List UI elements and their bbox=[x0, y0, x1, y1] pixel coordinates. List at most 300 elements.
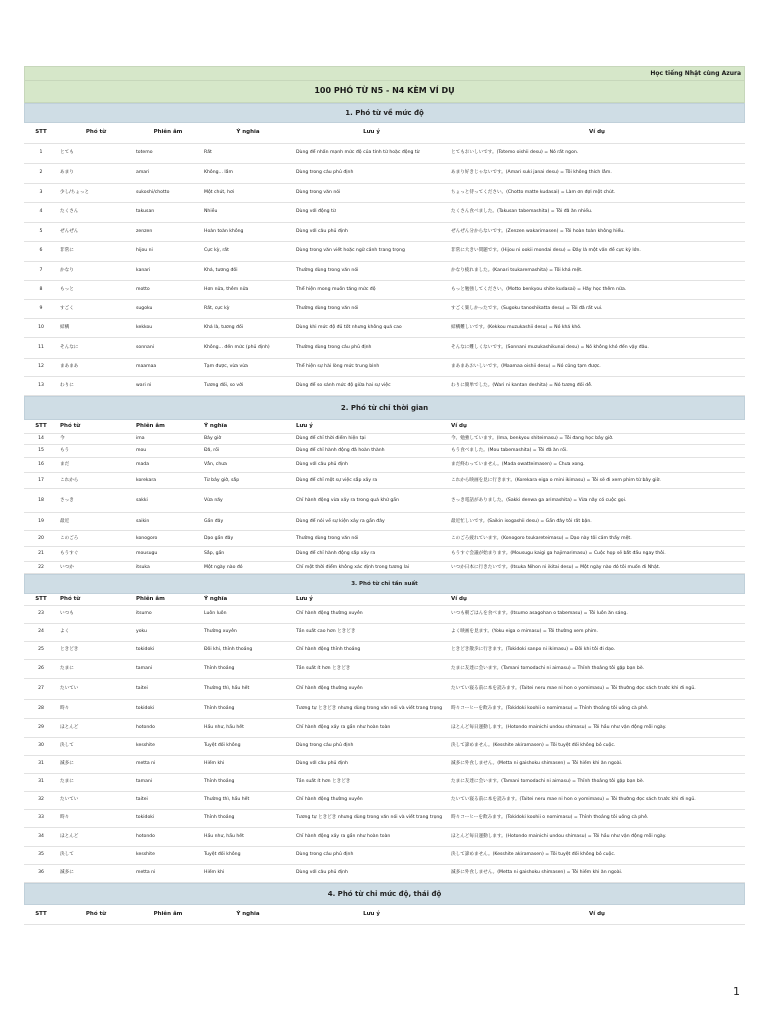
cell-note: Chỉ hành động thường xuyên bbox=[294, 605, 449, 623]
cell-meaning: Tuyệt đối không bbox=[202, 846, 294, 864]
table-row bbox=[24, 241, 745, 261]
cell-adverb: まだ bbox=[58, 458, 134, 473]
cell-note: Dùng với động từ bbox=[294, 202, 449, 222]
cell-meaning: Khá là, tương đối bbox=[202, 318, 294, 337]
table-row bbox=[24, 318, 745, 337]
section-title: 1. Phó từ về mức độ bbox=[24, 103, 745, 123]
table-row bbox=[24, 489, 745, 513]
table-row bbox=[24, 434, 745, 445]
cell-adverb: たいてい bbox=[58, 678, 134, 699]
page-number: 1 bbox=[733, 985, 740, 998]
cell-stt: 33 bbox=[24, 809, 58, 827]
cell-adverb: わりに bbox=[58, 376, 134, 395]
cell-note: Chỉ hành động thường xuyên bbox=[294, 791, 449, 809]
cell-adverb: もう bbox=[58, 445, 134, 458]
cell-meaning: Bây giờ bbox=[202, 434, 294, 445]
table-row bbox=[24, 337, 745, 358]
cell-reading: totemo bbox=[134, 143, 202, 163]
cell-note: Dùng với câu phủ định bbox=[294, 222, 449, 241]
cell-adverb: たくさん bbox=[58, 202, 134, 222]
cell-note: Dùng trong câu phủ định bbox=[294, 846, 449, 864]
cell-stt: 13 bbox=[24, 376, 58, 395]
cell-note: Chỉ hành động thỉnh thoảng bbox=[294, 641, 449, 659]
section-title: 4. Phó từ chỉ mức độ, thái độ bbox=[24, 883, 745, 905]
cell-example: まあまあおいしいです。(Maamaa oishii desu) = Nó cũng tạm được. bbox=[449, 358, 745, 376]
cell-reading: tokidoki bbox=[134, 809, 202, 827]
cell-example: そんなに難しくないです。(Sonnani muzukashikunai desu) = Nó không khó đến vậy đâu. bbox=[449, 337, 745, 358]
cell-example: 時々コーヒーを飲みます。(Tokidoki koohii o nomimasu) = Thỉnh thoảng tôi uống cà phê. bbox=[449, 809, 745, 827]
cell-reading: kesshite bbox=[134, 846, 202, 864]
cell-reading: metta ni bbox=[134, 755, 202, 773]
cell-meaning: Thỉnh thoảng bbox=[202, 699, 294, 718]
cell-reading: sakki bbox=[134, 489, 202, 513]
header-note: Lưu ý bbox=[294, 905, 449, 925]
cell-stt: 7 bbox=[24, 261, 58, 280]
cell-note: Thường dùng trong văn nói bbox=[294, 261, 449, 280]
cell-adverb: あまり bbox=[58, 163, 134, 183]
table-row bbox=[24, 827, 745, 846]
cell-meaning: Thỉnh thoảng bbox=[202, 773, 294, 791]
table-row bbox=[24, 678, 745, 699]
cell-adverb: ほとんど bbox=[58, 718, 134, 737]
cell-stt: 16 bbox=[24, 458, 58, 473]
cell-note: Tần suất cao hơn ときどき bbox=[294, 623, 449, 641]
table-row bbox=[24, 376, 745, 395]
cell-reading: kekkou bbox=[134, 318, 202, 337]
cell-reading: hijou ni bbox=[134, 241, 202, 261]
cell-meaning: Đã, rồi bbox=[202, 445, 294, 458]
cell-meaning: Vừa nãy bbox=[202, 489, 294, 513]
adverb-table bbox=[24, 420, 745, 575]
cell-adverb: いつも bbox=[58, 605, 134, 623]
header-meaning: Ý nghĩa bbox=[202, 594, 294, 605]
cell-stt: 9 bbox=[24, 299, 58, 318]
cell-reading: taitei bbox=[134, 791, 202, 809]
cell-example: ちょっと待ってください。(Chotto matte kudasai) = Làm ơn đợi một chút. bbox=[449, 183, 745, 202]
cell-example: たまに友達に会います。(Tamani tomodachi ni aimasu) = Thỉnh thoảng tôi gặp bạn bè. bbox=[449, 659, 745, 678]
table-row bbox=[24, 659, 745, 678]
cell-example: あまり好きじゃないです。(Amari suki janai desu) = Tôi không thích lắm. bbox=[449, 163, 745, 183]
cell-note: Thường dùng trong văn nói bbox=[294, 531, 449, 547]
cell-meaning: Không... đến mức (phủ định) bbox=[202, 337, 294, 358]
cell-reading: takusan bbox=[134, 202, 202, 222]
header-meaning: Ý nghĩa bbox=[202, 905, 294, 925]
header-adverb: Phó từ bbox=[58, 594, 134, 605]
cell-stt: 22 bbox=[24, 562, 58, 574]
cell-stt: 28 bbox=[24, 699, 58, 718]
header-meaning: Ý nghĩa bbox=[202, 123, 294, 143]
cell-note: Dùng với câu phủ định bbox=[294, 755, 449, 773]
cell-meaning: Thường xuyên bbox=[202, 623, 294, 641]
cell-adverb: もうすぐ bbox=[58, 547, 134, 562]
cell-reading: hotondo bbox=[134, 827, 202, 846]
section-title: 2. Phó từ chỉ thời gian bbox=[24, 396, 745, 420]
cell-reading: mada bbox=[134, 458, 202, 473]
cell-stt: 24 bbox=[24, 623, 58, 641]
document-title: 100 PHÓ TỪ N5 - N4 KÈM VÍ DỤ bbox=[24, 81, 745, 103]
table-row bbox=[24, 513, 745, 531]
cell-meaning: Một ngày nào đó bbox=[202, 562, 294, 574]
table-row bbox=[24, 445, 745, 458]
cell-note: Thường dùng trong văn nói bbox=[294, 299, 449, 318]
cell-adverb: ぜんぜん bbox=[58, 222, 134, 241]
cell-adverb: ときどき bbox=[58, 641, 134, 659]
header-stt: STT bbox=[24, 905, 58, 925]
cell-note: Tần suất ít hơn ときどき bbox=[294, 659, 449, 678]
cell-adverb: 結構 bbox=[58, 318, 134, 337]
cell-adverb: かなり bbox=[58, 261, 134, 280]
table-row bbox=[24, 809, 745, 827]
cell-adverb: 最近 bbox=[58, 513, 134, 531]
table-row bbox=[24, 473, 745, 489]
header-example: Ví dụ bbox=[449, 594, 745, 605]
brand-label: Học tiếng Nhật cùng Azura bbox=[24, 66, 745, 81]
cell-example: 滅多に外食しません。(Metta ni gaishoku shimasen) = Tôi hiếm khi ăn ngoài. bbox=[449, 864, 745, 882]
cell-example: 最近忙しいです。(Saikin isogashii desu) = Gần đây tôi rất bận. bbox=[449, 513, 745, 531]
table-row bbox=[24, 358, 745, 376]
cell-adverb: 滅多に bbox=[58, 864, 134, 882]
cell-example: 決して諦めません。(Kesshite akiramasen) = Tôi tuyệt đối không bỏ cuộc. bbox=[449, 846, 745, 864]
cell-stt: 31 bbox=[24, 755, 58, 773]
section-title: 3. Phó từ chỉ tần suất bbox=[24, 574, 745, 594]
header-note: Lưu ý bbox=[294, 420, 449, 434]
header-adverb: Phó từ bbox=[58, 905, 134, 925]
header-reading: Phiên âm bbox=[134, 594, 202, 605]
cell-reading: kesshite bbox=[134, 737, 202, 755]
cell-meaning: Gần đây bbox=[202, 513, 294, 531]
table-row bbox=[24, 773, 745, 791]
cell-reading: ima bbox=[134, 434, 202, 445]
cell-note: Dùng để chỉ thời điểm hiện tại bbox=[294, 434, 449, 445]
cell-note: Dùng trong câu phủ định bbox=[294, 163, 449, 183]
table-header-row bbox=[24, 420, 745, 434]
header-meaning: Ý nghĩa bbox=[202, 420, 294, 434]
cell-meaning: Tuyệt đối không bbox=[202, 737, 294, 755]
cell-example: ほとんど毎日運動します。(Hotondo mainichi undou shimasu) = Tôi hầu như vận động mỗi ngày. bbox=[449, 718, 745, 737]
header-example: Ví dụ bbox=[449, 123, 745, 143]
table-row bbox=[24, 737, 745, 755]
cell-note: Dùng trong văn nói bbox=[294, 183, 449, 202]
cell-stt: 26 bbox=[24, 659, 58, 678]
cell-adverb: そんなに bbox=[58, 337, 134, 358]
table-row bbox=[24, 261, 745, 280]
cell-note: Chỉ hành động xảy ra gần như hoàn toàn bbox=[294, 827, 449, 846]
table-row bbox=[24, 183, 745, 202]
cell-adverb: 決して bbox=[58, 737, 134, 755]
table-row bbox=[24, 623, 745, 641]
cell-meaning: Hơn nữa, thêm nữa bbox=[202, 280, 294, 299]
cell-example: もっと勉強してください。(Motto benkyou shite kudasai) = Hãy học thêm nữa. bbox=[449, 280, 745, 299]
table-row bbox=[24, 458, 745, 473]
cell-reading: wari ni bbox=[134, 376, 202, 395]
cell-adverb: たまに bbox=[58, 659, 134, 678]
cell-example: たまに友達に会います。(Tamani tomodachi ni aimasu) = Thỉnh thoảng tôi gặp bạn bè. bbox=[449, 773, 745, 791]
cell-reading: konogoro bbox=[134, 531, 202, 547]
cell-meaning: Hầu như, hầu hết bbox=[202, 718, 294, 737]
cell-adverb: 決して bbox=[58, 846, 134, 864]
cell-reading: korekara bbox=[134, 473, 202, 489]
table-row bbox=[24, 791, 745, 809]
cell-meaning: Rất, cực kỳ bbox=[202, 299, 294, 318]
cell-adverb: いつか bbox=[58, 562, 134, 574]
cell-meaning: Thường thì, hầu hết bbox=[202, 791, 294, 809]
cell-stt: 18 bbox=[24, 489, 58, 513]
cell-reading: itsumo bbox=[134, 605, 202, 623]
cell-note: Dùng để chỉ hành động đã hoàn thành bbox=[294, 445, 449, 458]
cell-meaning: Nhiều bbox=[202, 202, 294, 222]
cell-adverb: とても bbox=[58, 143, 134, 163]
cell-meaning: Không... lắm bbox=[202, 163, 294, 183]
cell-example: 決して諦めません。(Kesshite akiramasen) = Tôi tuyệt đối không bỏ cuộc. bbox=[449, 737, 745, 755]
cell-stt: 4 bbox=[24, 202, 58, 222]
cell-reading: kanari bbox=[134, 261, 202, 280]
cell-note: Dùng để so sánh mức độ giữa hai sự việc bbox=[294, 376, 449, 395]
cell-stt: 21 bbox=[24, 547, 58, 562]
cell-meaning: Rất bbox=[202, 143, 294, 163]
table-row bbox=[24, 718, 745, 737]
cell-adverb: ほとんど bbox=[58, 827, 134, 846]
table-row bbox=[24, 641, 745, 659]
cell-reading: tokidoki bbox=[134, 699, 202, 718]
cell-example: いつも朝ごはんを食べます。(Itsumo asagohan o tabemasu) = Tôi luôn ăn sáng. bbox=[449, 605, 745, 623]
cell-adverb: もっと bbox=[58, 280, 134, 299]
header-reading: Phiên âm bbox=[134, 905, 202, 925]
cell-meaning: Hoàn toàn không bbox=[202, 222, 294, 241]
cell-example: さっき電話がありました。(Sakki denwa ga arimashita) = Vừa nãy có cuộc gọi. bbox=[449, 489, 745, 513]
cell-meaning: Thỉnh thoảng bbox=[202, 809, 294, 827]
header-reading: Phiên âm bbox=[134, 420, 202, 434]
cell-meaning: Thường thì, hầu hết bbox=[202, 678, 294, 699]
header-example: Ví dụ bbox=[449, 905, 745, 925]
cell-reading: sonnani bbox=[134, 337, 202, 358]
cell-stt: 1 bbox=[24, 143, 58, 163]
cell-note: Dùng để nhấn mạnh mức độ của tính từ hoặc động từ bbox=[294, 143, 449, 163]
cell-reading: sugoku bbox=[134, 299, 202, 318]
adverb-table bbox=[24, 123, 745, 396]
cell-example: 時々コーヒーを飲みます。(Tokidoki koohii o nomimasu) = Thỉnh thoảng tôi uống cà phê. bbox=[449, 699, 745, 718]
table-header-row bbox=[24, 905, 745, 925]
table-row bbox=[24, 547, 745, 562]
cell-meaning: Từ bây giờ, sắp bbox=[202, 473, 294, 489]
cell-example: もう食べました。(Mou tabemashita) = Tôi đã ăn rồi. bbox=[449, 445, 745, 458]
cell-note: Tương tự ときどき nhưng dùng trong văn nói và viết trang trọng bbox=[294, 699, 449, 718]
cell-meaning: Tương đối, so với bbox=[202, 376, 294, 395]
table-row bbox=[24, 222, 745, 241]
cell-adverb: 少し/ちょっと bbox=[58, 183, 134, 202]
cell-meaning: Một chút, hơi bbox=[202, 183, 294, 202]
cell-adverb: まあまあ bbox=[58, 358, 134, 376]
cell-note: Chỉ hành động xảy ra gần như hoàn toàn bbox=[294, 718, 449, 737]
cell-reading: taitei bbox=[134, 678, 202, 699]
cell-adverb: 時々 bbox=[58, 699, 134, 718]
cell-note: Dùng với câu phủ định bbox=[294, 864, 449, 882]
cell-stt: 2 bbox=[24, 163, 58, 183]
table-row bbox=[24, 605, 745, 623]
table-row bbox=[24, 163, 745, 183]
cell-meaning: Vẫn, chưa bbox=[202, 458, 294, 473]
cell-reading: mousugu bbox=[134, 547, 202, 562]
cell-stt: 15 bbox=[24, 445, 58, 458]
cell-meaning: Luôn luôn bbox=[202, 605, 294, 623]
header-adverb: Phó từ bbox=[58, 420, 134, 434]
cell-stt: 34 bbox=[24, 827, 58, 846]
spreadsheet bbox=[24, 66, 745, 925]
cell-note: Thường dùng trong câu phủ định bbox=[294, 337, 449, 358]
cell-example: よく映画を見ます。(Yoku eiga o mimasu) = Tôi thường xem phim. bbox=[449, 623, 745, 641]
table-row bbox=[24, 846, 745, 864]
cell-reading: tamani bbox=[134, 659, 202, 678]
cell-stt: 29 bbox=[24, 718, 58, 737]
table-header-row bbox=[24, 594, 745, 605]
cell-reading: hotondo bbox=[134, 718, 202, 737]
table-row bbox=[24, 755, 745, 773]
adverb-table bbox=[24, 905, 745, 926]
cell-note: Dùng để chỉ hành động sắp xảy ra bbox=[294, 547, 449, 562]
cell-note: Chỉ một thời điểm không xác định trong tương lai bbox=[294, 562, 449, 574]
table-row bbox=[24, 143, 745, 163]
cell-reading: zenzen bbox=[134, 222, 202, 241]
cell-example: かなり疲れました。(Kanari tsukaremashita) = Tôi khá mệt. bbox=[449, 261, 745, 280]
cell-reading: amari bbox=[134, 163, 202, 183]
cell-example: ほとんど毎日運動します。(Hotondo mainichi undou shimasu) = Tôi hầu như vận động mỗi ngày. bbox=[449, 827, 745, 846]
cell-reading: maamaa bbox=[134, 358, 202, 376]
cell-example: たいてい寝る前に本を読みます。(Taitei neru mae ni hon o yomimasu) = Tôi thường đọc sách trước khi đi ngủ. bbox=[449, 678, 745, 699]
cell-example: たいてい寝る前に本を読みます。(Taitei neru mae ni hon o yomimasu) = Tôi thường đọc sách trước khi đi ngủ. bbox=[449, 791, 745, 809]
cell-adverb: たいてい bbox=[58, 791, 134, 809]
cell-stt: 35 bbox=[24, 846, 58, 864]
cell-note: Dùng để chỉ một sự việc sắp xảy ra bbox=[294, 473, 449, 489]
cell-stt: 20 bbox=[24, 531, 58, 547]
header-stt: STT bbox=[24, 420, 58, 434]
cell-example: ぜんぜん分からないです。(Zenzen wakarimasen) = Tôi hoàn toàn không hiểu. bbox=[449, 222, 745, 241]
cell-adverb: さっき bbox=[58, 489, 134, 513]
sheet-body bbox=[24, 103, 745, 925]
cell-note: Dùng với câu phủ định bbox=[294, 458, 449, 473]
cell-reading: mou bbox=[134, 445, 202, 458]
cell-note: Dùng trong văn viết hoặc ngữ cảnh trang trọng bbox=[294, 241, 449, 261]
cell-example: ときどき散歩に行きます。(Tokidoki sanpo ni ikimasu) = Đôi khi tôi đi dạo. bbox=[449, 641, 745, 659]
header-reading: Phiên âm bbox=[134, 123, 202, 143]
cell-meaning: Dạo gần đây bbox=[202, 531, 294, 547]
cell-note: Chỉ hành động thường xuyên bbox=[294, 678, 449, 699]
header-adverb: Phó từ bbox=[58, 123, 134, 143]
cell-stt: 8 bbox=[24, 280, 58, 299]
cell-reading: saikin bbox=[134, 513, 202, 531]
table-row bbox=[24, 699, 745, 718]
cell-adverb: すごく bbox=[58, 299, 134, 318]
cell-stt: 27 bbox=[24, 678, 58, 699]
header-stt: STT bbox=[24, 123, 58, 143]
cell-example: すごく楽しかったです。(Sugoku tanoshikatta desu) = Tôi đã rất vui. bbox=[449, 299, 745, 318]
cell-note: Thể hiện sự hài lòng mức trung bình bbox=[294, 358, 449, 376]
cell-example: たくさん食べました。(Takusan tabemashita) = Tôi đã ăn nhiều. bbox=[449, 202, 745, 222]
cell-adverb: 時々 bbox=[58, 809, 134, 827]
cell-meaning: Đôi khi, thỉnh thoảng bbox=[202, 641, 294, 659]
cell-example: 非常に大きい問題です。(Hijou ni ookii mondai desu) = Đây là một vấn đề cực kỳ lớn. bbox=[449, 241, 745, 261]
cell-stt: 17 bbox=[24, 473, 58, 489]
cell-note: Thể hiện mong muốn tăng mức độ bbox=[294, 280, 449, 299]
cell-stt: 31 bbox=[24, 773, 58, 791]
cell-stt: 36 bbox=[24, 864, 58, 882]
cell-stt: 30 bbox=[24, 737, 58, 755]
cell-meaning: Hầu như, hầu hết bbox=[202, 827, 294, 846]
cell-reading: yoku bbox=[134, 623, 202, 641]
cell-meaning: Cực kỳ, rất bbox=[202, 241, 294, 261]
table-row bbox=[24, 299, 745, 318]
cell-adverb: よく bbox=[58, 623, 134, 641]
cell-stt: 10 bbox=[24, 318, 58, 337]
table-header-row bbox=[24, 123, 745, 143]
cell-reading: itsuka bbox=[134, 562, 202, 574]
cell-stt: 6 bbox=[24, 241, 58, 261]
cell-note: Dùng khi mức độ đủ tốt nhưng không quá cao bbox=[294, 318, 449, 337]
cell-example: 今、勉強しています。(Ima, benkyou shiteimasu) = Tôi đang học bây giờ. bbox=[449, 434, 745, 445]
cell-stt: 12 bbox=[24, 358, 58, 376]
cell-note: Chỉ hành động vừa xảy ra trong quá khứ gần bbox=[294, 489, 449, 513]
cell-note: Dùng để nói về sự kiện xảy ra gần đây bbox=[294, 513, 449, 531]
cell-reading: tamani bbox=[134, 773, 202, 791]
cell-meaning: Hiếm khi bbox=[202, 755, 294, 773]
table-row bbox=[24, 864, 745, 882]
cell-meaning: Tạm được, vừa vừa bbox=[202, 358, 294, 376]
cell-adverb: 非常に bbox=[58, 241, 134, 261]
table-row bbox=[24, 202, 745, 222]
header-note: Lưu ý bbox=[294, 123, 449, 143]
cell-stt: 19 bbox=[24, 513, 58, 531]
cell-example: まだ終わっていません。(Mada owatteimasen) = Chưa xong. bbox=[449, 458, 745, 473]
header-note: Lưu ý bbox=[294, 594, 449, 605]
cell-adverb: 滅多に bbox=[58, 755, 134, 773]
cell-reading: metta ni bbox=[134, 864, 202, 882]
table-row bbox=[24, 531, 745, 547]
cell-example: 結構難しいです。(Kekkou muzukashii desu) = Nó khá khó. bbox=[449, 318, 745, 337]
cell-meaning: Thỉnh thoảng bbox=[202, 659, 294, 678]
cell-example: いつか日本に行きたいです。(Itsuka Nihon ni ikitai desu) = Một ngày nào đó tôi muốn đi Nhật. bbox=[449, 562, 745, 574]
cell-meaning: Hiếm khi bbox=[202, 864, 294, 882]
cell-example: 滅多に外食しません。(Metta ni gaishoku shimasen) = Tôi hiếm khi ăn ngoài. bbox=[449, 755, 745, 773]
header-example: Ví dụ bbox=[449, 420, 745, 434]
cell-reading: tokidoki bbox=[134, 641, 202, 659]
adverb-table bbox=[24, 594, 745, 883]
cell-stt: 5 bbox=[24, 222, 58, 241]
cell-adverb: たまに bbox=[58, 773, 134, 791]
cell-note: Tần suất ít hơn ときどき bbox=[294, 773, 449, 791]
cell-stt: 11 bbox=[24, 337, 58, 358]
cell-stt: 25 bbox=[24, 641, 58, 659]
cell-stt: 32 bbox=[24, 791, 58, 809]
cell-stt: 14 bbox=[24, 434, 58, 445]
table-row bbox=[24, 562, 745, 574]
cell-example: もうすぐ会議が始まります。(Mousugu kaigi ga hajimarimasu) = Cuộc họp sẽ bắt đầu ngay thôi. bbox=[449, 547, 745, 562]
table-row bbox=[24, 280, 745, 299]
cell-adverb: 今 bbox=[58, 434, 134, 445]
cell-note: Dùng trong câu phủ định bbox=[294, 737, 449, 755]
cell-adverb: これから bbox=[58, 473, 134, 489]
cell-meaning: Khá, tương đối bbox=[202, 261, 294, 280]
cell-example: これから映画を見に行きます。(Korekara eiga o mini ikimasu) = Tôi sẽ đi xem phim từ bây giờ. bbox=[449, 473, 745, 489]
header-stt: STT bbox=[24, 594, 58, 605]
cell-example: このごろ疲れています。(Konogoro tsukareteimasu) = Dạo này tôi cảm thấy mệt. bbox=[449, 531, 745, 547]
cell-note: Tương tự ときどき nhưng dùng trong văn nói và viết trang trọng bbox=[294, 809, 449, 827]
cell-example: とてもおいしいです。(Totemo oishii desu) = Nó rất ngon. bbox=[449, 143, 745, 163]
cell-stt: 23 bbox=[24, 605, 58, 623]
cell-reading: motto bbox=[134, 280, 202, 299]
cell-adverb: このごろ bbox=[58, 531, 134, 547]
cell-example: わりに簡単でした。(Wari ni kantan deshita) = Nó tương đối dễ. bbox=[449, 376, 745, 395]
cell-meaning: Sắp, gần bbox=[202, 547, 294, 562]
cell-stt: 3 bbox=[24, 183, 58, 202]
cell-reading: sukoshi/chotto bbox=[134, 183, 202, 202]
